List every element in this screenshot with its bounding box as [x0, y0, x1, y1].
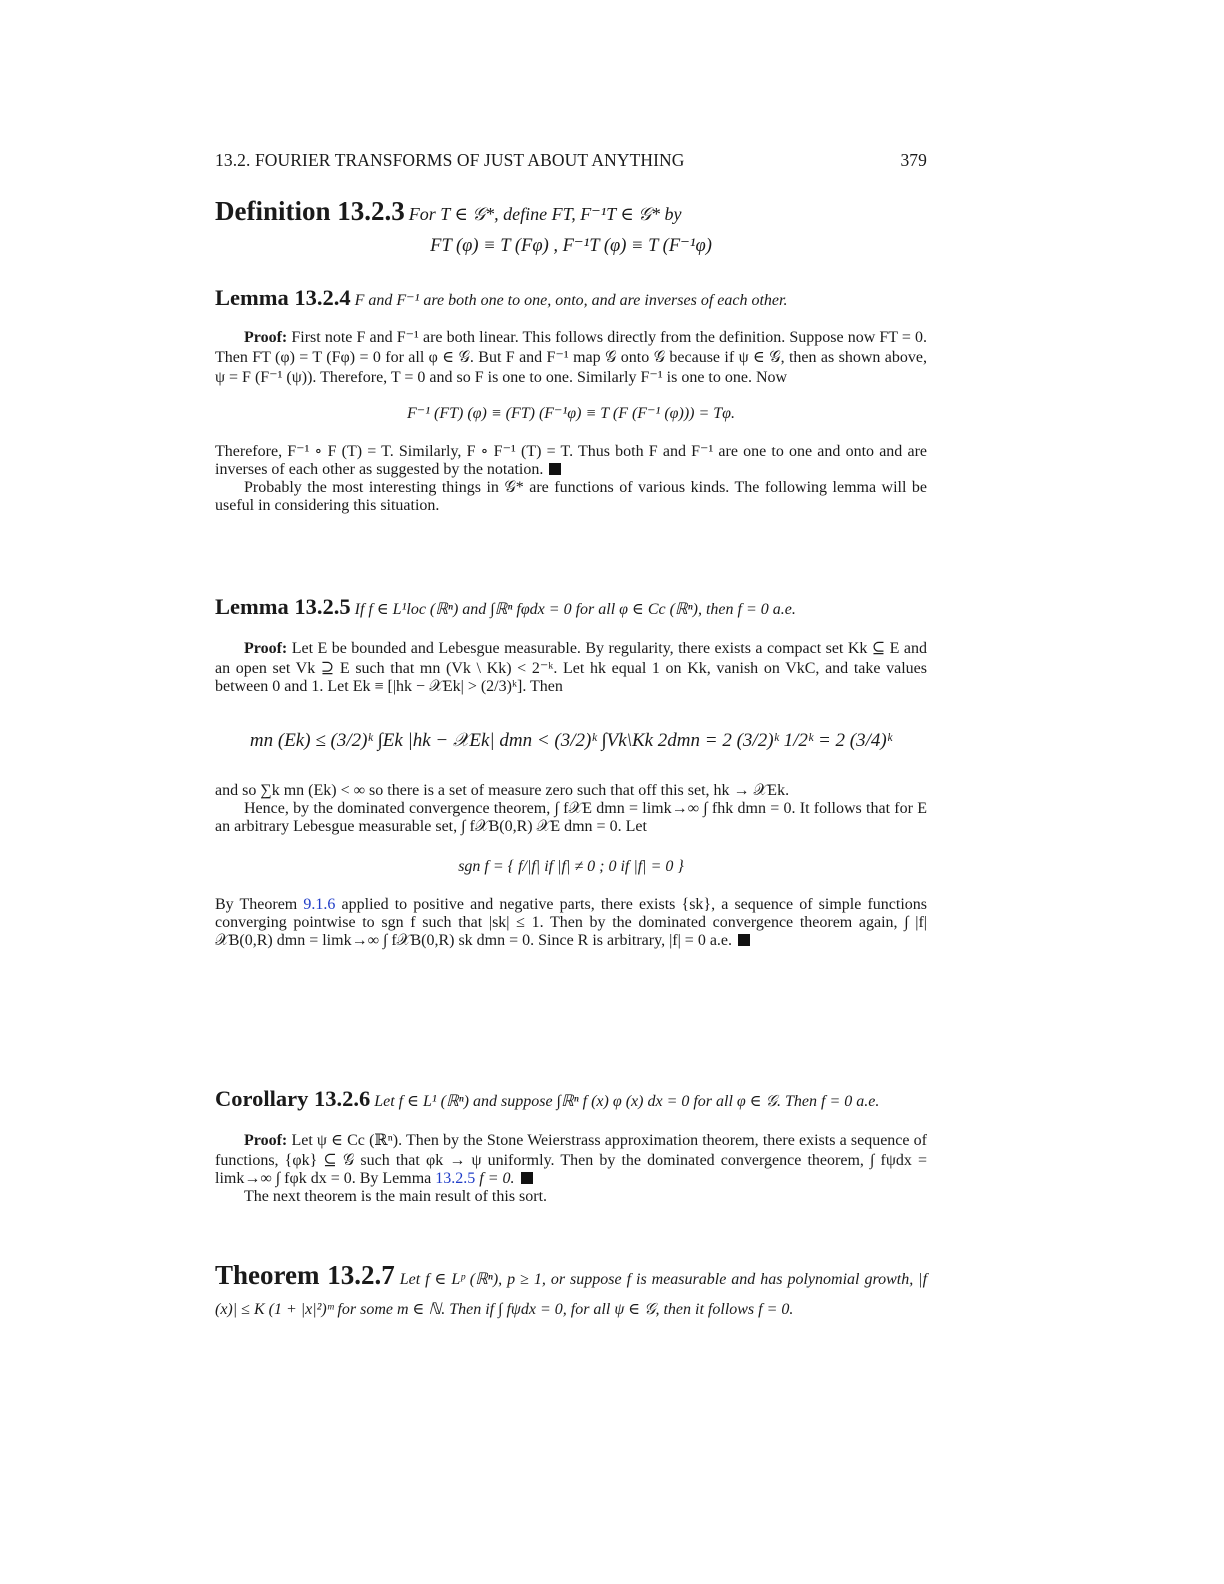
qed-icon — [738, 934, 750, 946]
proof-text-2: and so ∑k mn (Ek) < ∞ so there is a set of measure zero such that off this set, hk → 𝒳Ek. — [215, 782, 790, 799]
transition-paragraph: Probably the most interesting things in 𝒢* are functions of various kinds. The following lemma will be useful in considering this situation. — [215, 479, 927, 514]
lemma-label: Lemma 13.2.4 — [215, 285, 351, 310]
running-title: 13.2. FOURIER TRANSFORMS OF JUST ABOUT ANYTHING — [215, 150, 685, 170]
proof-display-equation: F⁻¹ (FT) (φ) ≡ (FT) (F⁻¹φ) ≡ T (F (F⁻¹ (φ))) = Tφ. — [406, 405, 736, 422]
sgn-definition: sgn f = { f/|f| if |f| ≠ 0 ; 0 if |f| = 0 } — [458, 858, 684, 875]
proof-text-end: f = 0. — [479, 1170, 515, 1187]
lemma-statement: F and F⁻¹ are both one to one, onto, and are inverses of each other. — [354, 292, 788, 309]
lemma-label: Lemma 13.2.5 — [215, 594, 351, 619]
theorem-label: Theorem 13.2.7 — [215, 1260, 395, 1290]
proof-text-3: Hence, by the dominated convergence theorem, ∫ f𝒳E dmn = limk→∞ ∫ fhk dmn = 0. It follows that for E an arbitrary Lebesgue measurable set, ∫ f𝒳B(0,R) 𝒳E dmn = 0. Let — [215, 800, 927, 835]
proof-label: Proof: — [244, 329, 288, 346]
proof-text-4b: applied to positive and negative parts, there exists {sk}, a sequence of simple functions converging pointwise to sgn f such that |sk| ≤ 1. Then by the dominated convergence theorem again, ∫ |f| 𝒳B(0,R) dmn = limk→∞ ∫ f𝒳B(0,R) sk dmn = 0. Since R is arbitrary, |f| = 0 a.e. — [215, 896, 927, 949]
lemma-13-2-4 — [215, 285, 927, 515]
corollary-13-2-6 — [215, 1086, 927, 1206]
lemma-statement: If f ∈ L¹loc (ℝⁿ) and ∫ℝⁿ fφdx = 0 for all φ ∈ Cc (ℝⁿ), then f = 0 a.e. — [354, 601, 796, 618]
proof-label: Proof: — [244, 640, 288, 657]
corollary-statement: Let f ∈ L¹ (ℝⁿ) and suppose ∫ℝⁿ f (x) φ (x) dx = 0 for all φ ∈ 𝒢. Then f = 0 a.e. — [374, 1093, 880, 1110]
proof-text: Let E be bounded and Lebesgue measurable. By regularity, there exists a compact set Kk ⊆ E and an open set Vk ⊇ E such that mn (Vk \ Kk) < 2⁻ᵏ. Let hk equal 1 on Kk, vanish on VkC, and take values between 0 and 1. Let Ek ≡ [|hk − 𝒳Ek| > (2/3)ᵏ]. Then — [215, 640, 927, 695]
qed-icon — [549, 463, 561, 475]
transition-paragraph: The next theorem is the main result of this sort. — [244, 1188, 548, 1205]
proof-text: Let ψ ∈ Cc (ℝⁿ). Then by the Stone Weierstrass approximation theorem, there exists a sequence of functions, {φk} ⊆ 𝒢 such that φk → ψ uniformly. Then by the dominated convergence theorem, ∫ fψdx = limk→∞ ∫ fφk dx = 0. By Lemma — [215, 1132, 928, 1187]
definition-label: Definition 13.2.3 — [215, 196, 405, 226]
page-number: 379 — [900, 150, 927, 170]
proof-text: First note F and F⁻¹ are both linear. This follows directly from the definition. Suppose now FT = 0. Then FT (φ) = T (Fφ) = 0 for all φ ∈ 𝒢. But F and F⁻¹ map 𝒢 onto 𝒢 because if ψ ∈ 𝒢, then as shown above, ψ = F (F⁻¹ (ψ)). Therefore, T = 0 and so F is one to one. Similarly F⁻¹ is one to one. Now — [215, 329, 928, 386]
corollary-label: Corollary 13.2.6 — [215, 1086, 371, 1111]
definition-statement: For T ∈ 𝒢*, define FT, F⁻¹T ∈ 𝒢* by — [408, 204, 682, 224]
definition-display-equation: FT (φ) ≡ T (Fφ) , F⁻¹T (φ) ≡ T (F⁻¹φ) — [430, 236, 712, 256]
theorem-13-2-7 — [215, 1260, 927, 1325]
definition-13-2-3 — [215, 196, 927, 257]
lemma-13-2-5 — [215, 594, 927, 950]
page — [215, 148, 927, 172]
proof-label: Proof: — [244, 1132, 288, 1149]
theorem-9-1-6-link[interactable]: 9.1.6 — [303, 896, 336, 913]
proof-conclusion: Therefore, F⁻¹ ∘ F (T) = T. Similarly, F ∘ F⁻¹ (T) = T. Thus both F and F⁻¹ are one to one and onto and are inverses of each other as suggested by the notation. — [215, 443, 927, 478]
proof-text-4a: By Theorem — [215, 896, 298, 913]
qed-icon — [521, 1172, 533, 1184]
proof-display-equation: mn (Ek) ≤ (3/2)ᵏ ∫Ek |hk − 𝒳Ek| dmn < (3/2)ᵏ ∫Vk\Kk 2dmn = 2 (3/2)ᵏ 1/2ᵏ = 2 (3/4)ᵏ — [249, 730, 893, 751]
lemma-13-2-5-link[interactable]: 13.2.5 — [435, 1170, 476, 1187]
running-header — [215, 148, 927, 172]
theorem-statement: Let f ∈ Lᵖ (ℝⁿ), p ≥ 1, or suppose f is measurable and has polynomial growth, |f (x)| ≤ K (1 + |x|²)ᵐ for some m ∈ ℕ. Then if ∫ fψdx = 0, for all ψ ∈ 𝒢, then it follows f = 0. — [215, 1271, 928, 1318]
